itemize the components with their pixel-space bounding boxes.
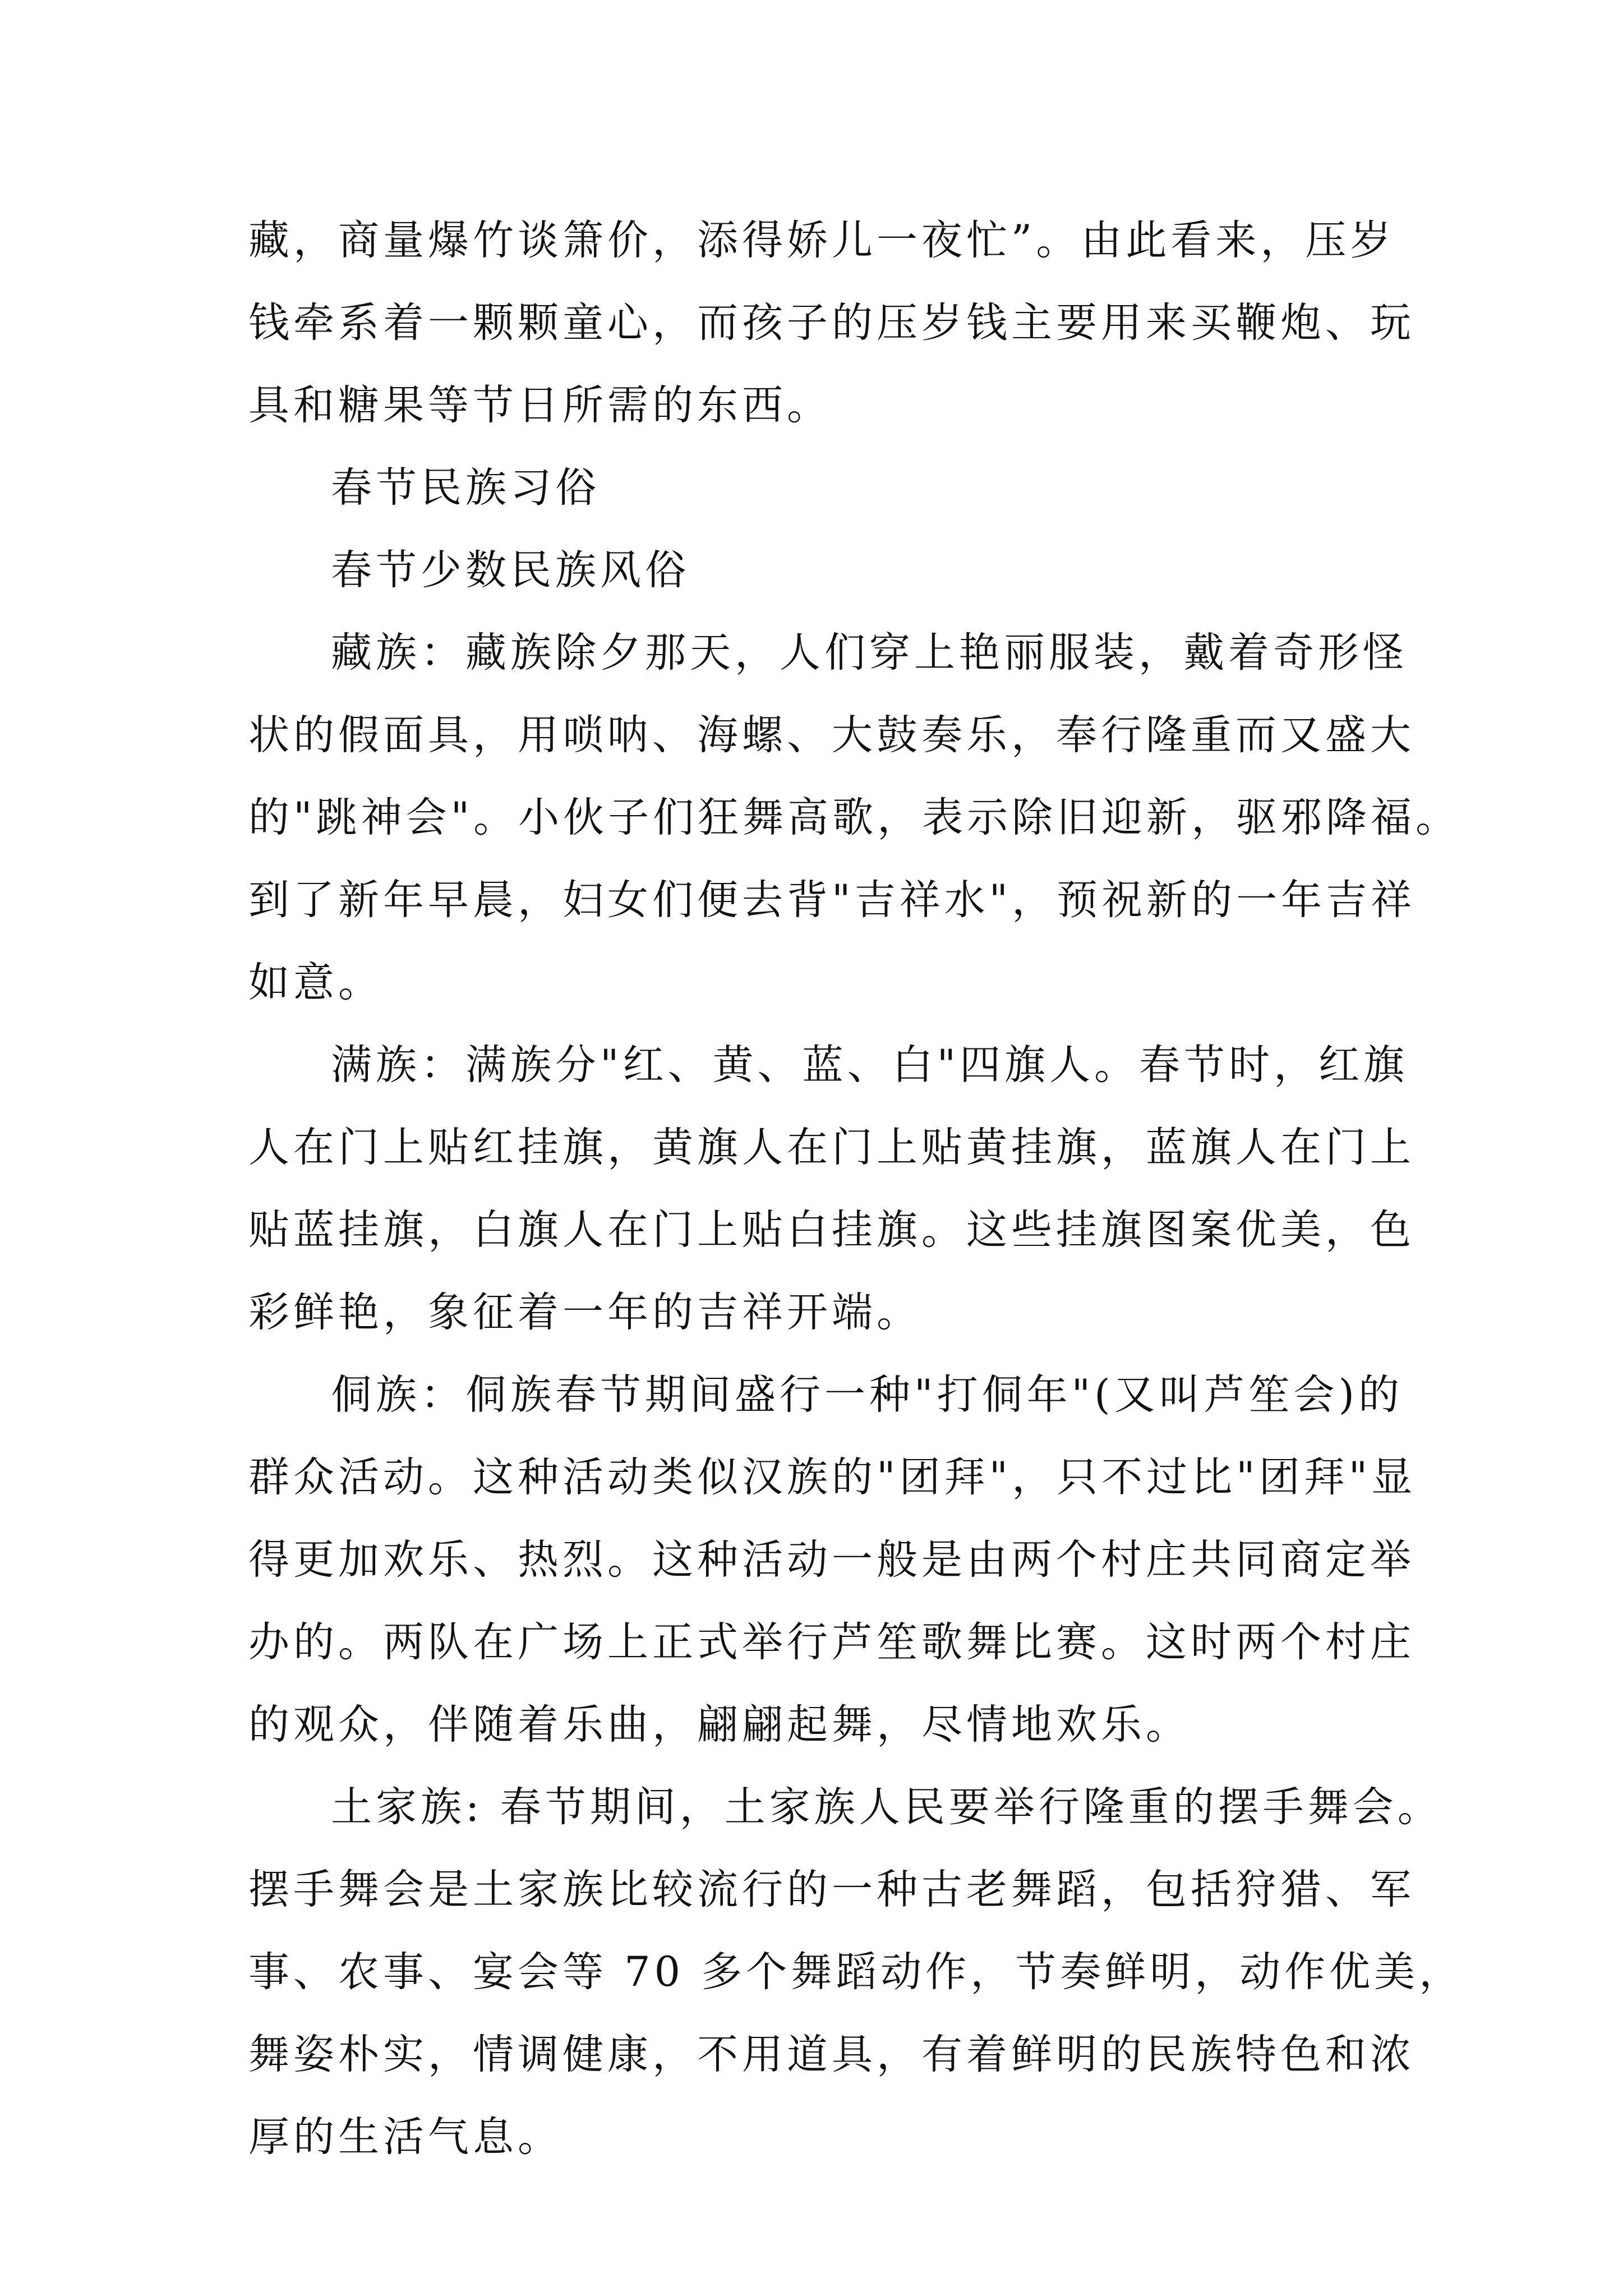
text-line: 厚的生活气息。 bbox=[248, 2113, 562, 2161]
section-subheading: 春节少数民族风俗 bbox=[331, 546, 690, 594]
text-line: 的观众，伴随着乐曲，翩翩起舞，尽情地欢乐。 bbox=[248, 1701, 1191, 1749]
text-line: 摆手舞会是土家族比较流行的一种古老舞蹈，包括狩猎、军 bbox=[248, 1866, 1415, 1913]
section-heading: 春节民族习俗 bbox=[331, 464, 600, 512]
text-line: 得更加欢乐、热烈。这种活动一般是由两个村庄共同商定举 bbox=[248, 1536, 1415, 1584]
paragraph-tujia-first-line: 土家族: 春节期间，土家族人民要举行隆重的摆手舞会。 bbox=[331, 1783, 1442, 1831]
text-line: 舞姿朴实，情调健康，不用道具，有着鲜明的民族特色和浓 bbox=[248, 2031, 1415, 2078]
text-line: 贴蓝挂旗，白旗人在门上贴白挂旗。这些挂旗图案优美，色 bbox=[248, 1206, 1415, 1254]
text-line: 藏，商量爆竹谈箫价，添得娇儿一夜忙”。由此看来，压岁 bbox=[248, 217, 1395, 264]
text-line: 如意。 bbox=[248, 959, 383, 1006]
text-line: 彩鲜艳，象征着一年的吉祥开端。 bbox=[248, 1289, 921, 1336]
text-line: 到了新年早晨，妇女们便去背"吉祥水"，预祝新的一年吉祥 bbox=[248, 876, 1416, 924]
text-line: 群众活动。这种活动类似汉族的"团拜"，只不过比"团拜"显 bbox=[248, 1453, 1417, 1501]
paragraph-manchu-first-line: 满族：满族分"红、黄、蓝、白"四旗人。春节时，红旗 bbox=[331, 1041, 1409, 1089]
document-body bbox=[248, 199, 1464, 2178]
text-line: 状的假面具，用唢呐、海螺、大鼓奏乐，奉行隆重而又盛大 bbox=[248, 711, 1415, 759]
text-line: 的"跳神会"。小伙子们狂舞高歌，表示除旧迎新，驱邪降福。 bbox=[248, 794, 1461, 841]
text-line: 钱牵系着一颗颗童心，而孩子的压岁钱主要用来买鞭炮、玩 bbox=[248, 299, 1415, 347]
text-line: 人在门上贴红挂旗，黄旗人在门上贴黄挂旗，蓝旗人在门上 bbox=[248, 1124, 1415, 1171]
text-line: 事、农事、宴会等 70 多个舞蹈动作，节奏鲜明，动作优美， bbox=[248, 1948, 1464, 1996]
paragraph-tibetan-first-line: 藏族：藏族除夕那天，人们穿上艳丽服装，戴着奇形怪 bbox=[331, 629, 1408, 677]
text-line: 具和糖果等节日所需的东西。 bbox=[248, 381, 832, 429]
text-line: 办的。两队在广场上正式举行芦笙歌舞比赛。这时两个村庄 bbox=[248, 1618, 1415, 1666]
paragraph-dong-first-line: 侗族：侗族春节期间盛行一种"打侗年"(又叫芦笙会)的 bbox=[331, 1371, 1404, 1419]
